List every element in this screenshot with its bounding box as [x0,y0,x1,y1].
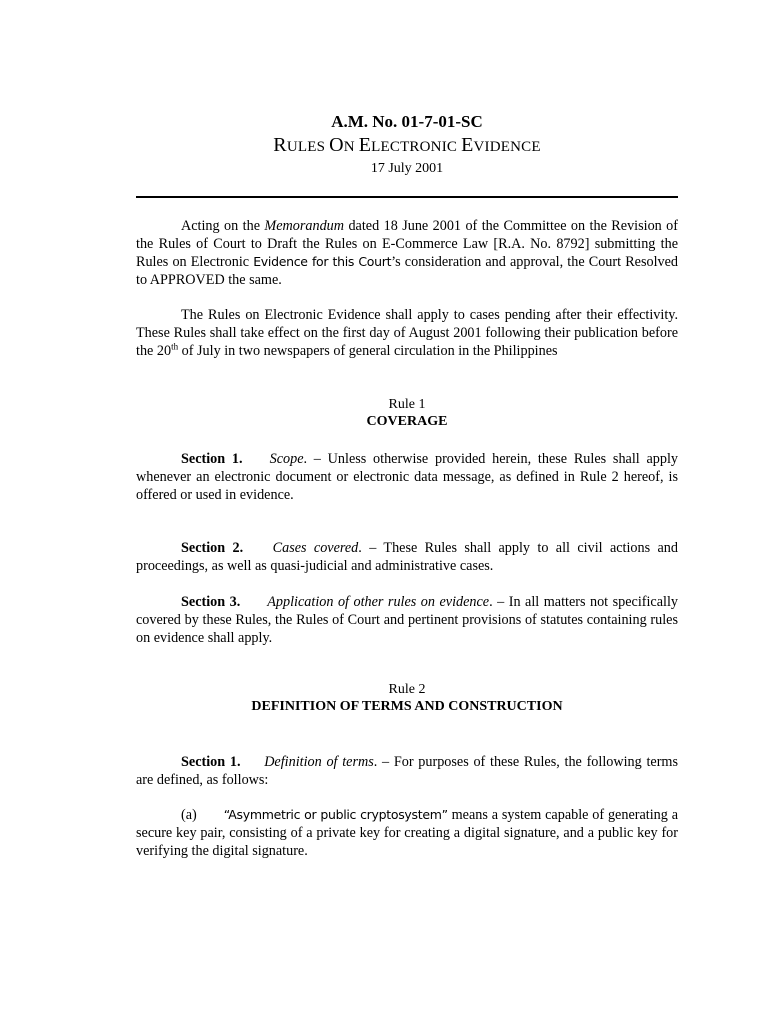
section-title: Definition of terms [264,754,374,770]
title-smallcaps: LECTRONIC [371,139,462,155]
section-text: . – Unless otherwise provided herein, these Rules shall apply whenever an electronic document or electronic data message, as defined in Rule 2 hereof, is offered or used in evidence. [136,451,678,503]
section-label: Section 1. [181,754,241,770]
section-label: Section 1. [181,451,243,467]
item-marker: (a) [181,807,197,823]
section-title: Cases covered [272,540,359,556]
superscript: th [171,341,179,352]
section-label: Section 3. [181,594,241,610]
section-label: Section 2. [181,540,244,556]
rule-1-number: Rule 1 [388,397,426,412]
text-run: of July in two newspapers of general circulation in the Philippines [178,343,558,359]
document-date: 17 July 2001 [370,161,444,176]
rule-1-section-2 [136,539,678,575]
section-text: . – These Rules shall apply to all civil actions and proceedings, as well as quasi-judicial and administrative cases. [136,540,678,574]
title-initial: E [461,134,474,156]
section-title: Application of other rules on evidence [267,594,490,610]
text-run: dated 18 June 2001 of the Committee on the Revision of the Rules of Court to Draft the Rules on E-Commerce Law [R.A. No. 8792] submitting the Rules on Electronic [136,218,678,270]
rule-1-section-1 [136,450,678,504]
rule-2-number: Rule 2 [388,682,426,697]
text-run-sans: Evidence for this Court [253,254,392,269]
section-text: . – For purposes of these Rules, the following terms are defined, as follows: [136,754,678,788]
title-smallcaps: VIDENCE [473,139,541,155]
title-initial: R [273,134,287,156]
rule-2-section-1 [136,753,678,789]
definition-item-a [136,806,678,860]
title-initial: E [358,134,372,156]
document-number: A.M. No. 01-7-01-SC [331,112,483,131]
intro-paragraph-1 [136,217,678,289]
title-smallcaps: ULES [286,139,330,155]
document-title [136,134,678,157]
section-title: Scope [269,451,304,467]
title-smallcaps: N [343,139,359,155]
title-initial: O [329,134,344,156]
rule-1-section-3 [136,593,678,647]
header-divider [136,196,678,198]
rule-2-heading: DEFINITION OF TERMS AND CONSTRUCTION [251,699,563,714]
defined-term: “Asymmetric or public cryptosystem” [223,807,448,822]
text-run: The Rules on Electronic Evidence shall apply to cases pending after their effectivity. These Rules shall take effect on the first day of August 2001 following their publication before the 20 [136,307,678,359]
rule-1-heading: COVERAGE [366,414,448,429]
section-text: . – In all matters not specifically covered by these Rules, the Rules of Court and pertinent provisions of statutes containing rules on evidence shall apply. [136,594,679,646]
intro-paragraph-2 [136,306,678,360]
text-run: ’s consideration and approval, the Court Resolved to APPROVED the same. [136,254,679,288]
definition-text: means a system capable of generating a secure key pair, consisting of a private key for creating a digital signature, and a public key for verifying the digital signature. [136,807,678,859]
memorandum-text: Memorandum [264,218,345,234]
text-run: Acting on the [181,218,265,234]
